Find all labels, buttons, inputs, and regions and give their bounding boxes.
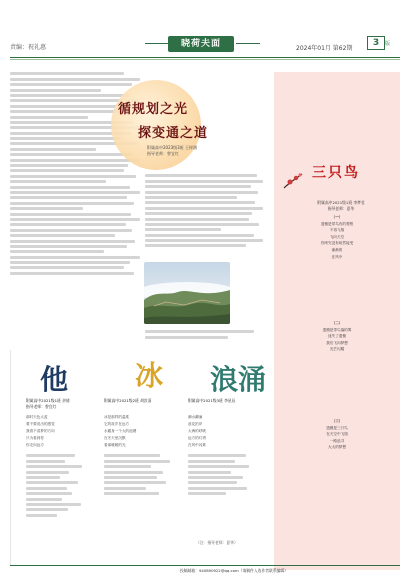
poem-line: 在风中闪烁 <box>188 443 206 447</box>
text-line <box>145 239 263 242</box>
text-line <box>145 234 254 237</box>
text-line <box>10 266 124 269</box>
poem-line: 迷失了遗憾 <box>328 334 346 339</box>
text-line <box>10 213 131 216</box>
text-line <box>26 508 68 511</box>
poem3-byline: 附属高中2021级3班 李星辰 <box>188 398 236 403</box>
text-line <box>145 191 258 194</box>
text-line <box>10 89 101 92</box>
feature-byline <box>147 145 197 157</box>
editor-credit: 责编：祝礼惠 <box>10 44 47 51</box>
text-line <box>145 244 246 247</box>
side-poem-section-3 <box>282 418 392 451</box>
text-line <box>10 175 136 178</box>
poem-title-b: 冰 <box>135 359 164 392</box>
poem1-byline <box>26 398 70 410</box>
text-line <box>145 174 257 177</box>
text-line <box>104 465 151 468</box>
poem2-continued <box>104 452 182 532</box>
text-line <box>10 169 124 172</box>
landscape-photo-image <box>144 262 230 324</box>
poem-line: 一路追寻 <box>329 438 345 443</box>
poem-line: 不再飞翔 <box>329 228 345 233</box>
text-line <box>10 159 140 162</box>
text-line <box>145 212 252 215</box>
center-article-column <box>145 172 263 258</box>
text-line <box>145 180 263 183</box>
section-heading: （一） <box>331 215 343 219</box>
poem-line: 大大的梦想 <box>328 445 346 450</box>
poem-line: 远方的灯塔 <box>188 436 206 440</box>
text-line <box>145 336 228 339</box>
section-heading: （三） <box>331 419 343 423</box>
poem1-body <box>26 414 96 449</box>
side-poem-section-2 <box>282 320 392 353</box>
text-line <box>10 207 83 210</box>
masthead-ornament-left <box>145 43 169 46</box>
text-line <box>10 223 126 226</box>
poem-line: 只为看到你 <box>26 436 44 440</box>
text-line <box>26 492 72 495</box>
poem-line: 要不要说出的感觉 <box>26 422 55 426</box>
text-line <box>10 196 127 199</box>
text-line <box>145 196 237 199</box>
poem-line: 光芒闪耀 <box>329 347 345 352</box>
landscape-photo <box>144 262 230 324</box>
text-line <box>188 492 226 495</box>
poem-title-c: 浪涌 <box>210 363 267 396</box>
poem-line: 渐渐的 <box>331 247 343 252</box>
text-line <box>145 228 221 231</box>
masthead-ornament-right <box>236 43 260 46</box>
text-line <box>10 78 140 81</box>
text-line <box>188 476 243 479</box>
text-line <box>10 116 88 119</box>
text-line <box>10 229 132 232</box>
submission-email: 投稿邮箱：940890922@qq.com（请稿件入选作者联系编辑） <box>180 568 289 573</box>
text-line <box>10 245 127 248</box>
text-line <box>145 185 251 188</box>
text-line <box>188 460 235 463</box>
text-line <box>26 476 60 479</box>
poem-line: 在冬天里沉默 <box>104 436 126 440</box>
poem-line: 我们飞向梦想 <box>326 340 348 345</box>
poem-line: 你终究没有坦然接受 <box>320 241 354 246</box>
section-heading: （二） <box>331 321 343 325</box>
page-header <box>0 0 410 56</box>
text-line <box>10 180 106 183</box>
text-line <box>10 256 140 259</box>
masthead: 晓荷夫面 <box>168 36 234 52</box>
plum-blossom-icon <box>282 170 304 190</box>
text-line <box>10 110 127 113</box>
poem-title-a: 他 <box>40 363 69 396</box>
text-line <box>10 240 135 243</box>
poem-line: 水藏身一个大的池塘 <box>104 429 137 433</box>
text-line <box>10 148 96 151</box>
page-number: 3 <box>367 36 385 50</box>
poem-line: 它的故乡在远方 <box>104 422 130 426</box>
text-line <box>10 202 134 205</box>
poem-line: 看那暖暖的光 <box>104 443 126 447</box>
header-rule-secondary <box>10 59 400 60</box>
text-line <box>145 223 259 226</box>
side-poem-section-1 <box>282 214 392 260</box>
text-line <box>26 503 81 506</box>
text-line <box>10 94 130 97</box>
text-line <box>188 454 246 457</box>
text-line <box>26 460 65 463</box>
poem2-body <box>104 414 182 449</box>
text-line <box>104 481 166 484</box>
text-line <box>26 514 57 517</box>
text-line <box>10 272 134 275</box>
text-line <box>26 454 75 457</box>
text-line <box>10 153 132 156</box>
poem-line: 浪花拍岸 <box>188 422 203 426</box>
text-line <box>188 487 247 490</box>
feature-byline-school: 附属高中2023级3班 王梓涵 <box>147 145 197 150</box>
poem-line: 那时天色太蓝 <box>26 415 48 419</box>
text-line <box>104 471 163 474</box>
feature-title-line2: 探变通之道 <box>138 126 209 141</box>
poem-line: 潮水翻涌 <box>188 415 203 419</box>
text-line <box>10 137 121 140</box>
text-line <box>26 481 78 484</box>
text-line <box>145 218 249 221</box>
text-line <box>10 186 130 189</box>
text-line <box>10 234 115 237</box>
feature-byline-teacher: 指导老师：曾宜红 <box>147 151 179 156</box>
text-line <box>145 201 255 204</box>
footer-rule <box>10 565 400 566</box>
text-line <box>188 481 237 484</box>
text-line <box>10 218 140 221</box>
poem-line: 在风中 <box>331 254 343 259</box>
poem-line: 遗憾是带鸟落的雾 <box>322 327 352 332</box>
text-line <box>10 191 140 194</box>
text-line <box>188 465 249 468</box>
text-line <box>10 261 130 264</box>
text-line <box>104 460 170 463</box>
poem3-continued <box>188 452 262 528</box>
poem-line: 遗憾是带鸟有的观察 <box>320 221 354 226</box>
text-line <box>10 164 128 167</box>
page-unit: 版 <box>385 41 391 47</box>
issue-info: 2024年01月 第62期 <box>296 45 353 52</box>
text-line <box>10 72 124 75</box>
poem-line: 冰是那样的温柔 <box>104 415 130 419</box>
feature-title-line1: 循规划之光 <box>118 102 189 117</box>
text-line <box>26 471 69 474</box>
text-line <box>26 487 67 490</box>
text-line <box>104 476 157 479</box>
text-line <box>104 492 159 495</box>
poem1-continued <box>26 452 96 552</box>
text-line <box>104 487 146 490</box>
bottom-teacher-note: （注：指导老师：夏华） <box>196 540 238 545</box>
text-line <box>10 250 104 253</box>
poem-line: 你走向远方 <box>26 443 44 447</box>
side-poem-byline: 附属高中2021级1班 李梦君 指导老师：夏华 <box>317 200 365 211</box>
center-article-tail <box>145 328 263 344</box>
text-line <box>104 454 160 457</box>
poem-line: 大海的呼吸 <box>188 429 206 433</box>
header-rule <box>10 57 400 58</box>
poem-line: 遗憾是三只鸟 <box>326 425 348 430</box>
poem2-byline: 附属高中2021级2班 胡汝清 <box>104 398 152 403</box>
poem3-body <box>188 414 262 449</box>
side-poem-title: 三只鸟 <box>312 165 360 181</box>
poem-line: 在天空中飞翔 <box>326 432 348 437</box>
text-line <box>26 465 82 468</box>
poem-line: 我看不清梦的方向 <box>26 429 55 433</box>
text-line <box>145 207 263 210</box>
text-line <box>188 471 231 474</box>
text-line <box>10 83 132 86</box>
poem-line: 飞向天空 <box>329 234 345 239</box>
text-line <box>26 498 62 501</box>
poem1-teacher: 指导老师：曾宜红 <box>26 404 57 409</box>
text-line <box>145 330 254 333</box>
poem1-author: 附属高中2021级1班 余倩 <box>26 398 70 403</box>
